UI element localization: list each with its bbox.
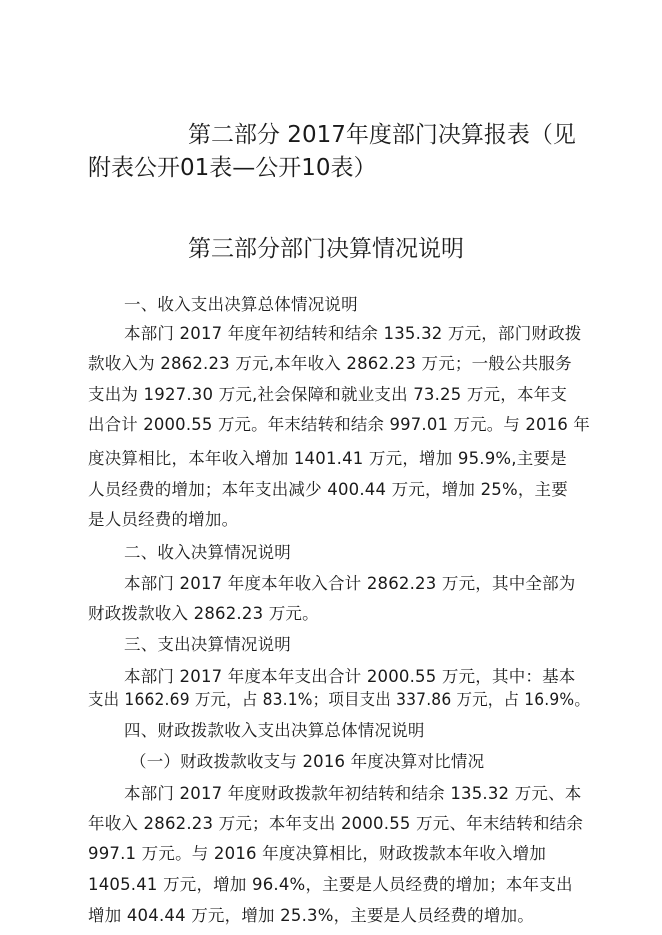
paragraph-line: 支出为 1927.30 万元,社会保障和就业支出 73.25 万元，本年支: [88, 385, 568, 404]
paragraph-line: 增加 404.44 万元，增加 25.3%，主要是人员经费的增加。: [88, 906, 534, 925]
section-heading: 一、收入支出决算总体情况说明: [124, 295, 358, 314]
section-heading: 四、财政拨款收入支出决算总体情况说明: [124, 721, 425, 740]
paragraph-line: 本部门 2017 年度本年收入合计 2862.23 万元，其中全部为: [124, 574, 576, 593]
paragraph-line: 本部门 2017 年度本年支出合计 2000.55 万元，其中：基本: [124, 667, 576, 686]
paragraph-line: 年收入 2862.23 万元；本年支出 2000.55 万元、年末结转和结余: [88, 814, 584, 833]
paragraph-line: 本部门 2017 年度年初结转和结余 135.32 万元，部门财政拨: [124, 324, 582, 343]
paragraph-line: 出合计 2000.55 万元。年末结转和结余 997.01 万元。与 2016 年: [88, 415, 590, 434]
part3-title: 第三部分部门决算情况说明: [188, 236, 464, 262]
paragraph-line: 度决算相比，本年收入增加 1401.41 万元，增加 95.9%,主要是: [88, 449, 567, 468]
paragraph-line: 本部门 2017 年度财政拨款年初结转和结余 135.32 万元、本: [124, 784, 582, 803]
paragraph-line: 财政拨款收入 2862.23 万元。: [88, 604, 319, 623]
part2-title-line: 附表公开01表—公开10表）: [88, 155, 377, 181]
paragraph-line: 1405.41 万元，增加 96.4%，主要是人员经费的增加；本年支出: [88, 875, 573, 894]
section-heading: 三、支出决算情况说明: [124, 635, 291, 654]
section-heading: （一）财政拨款收支与 2016 年度决算对比情况: [130, 752, 485, 771]
part2-title-line: 第二部分 2017年度部门决算报表（见: [188, 122, 576, 148]
section-heading: 二、收入决算情况说明: [124, 543, 291, 562]
paragraph-line: 997.1 万元。与 2016 年度决算相比，财政拨款本年收入增加: [88, 844, 547, 863]
paragraph-line: 款收入为 2862.23 万元,本年收入 2862.23 万元；一般公共服务: [88, 354, 572, 373]
paragraph-line: 人员经费的增加；本年支出减少 400.44 万元，增加 25%，主要: [88, 480, 568, 499]
paragraph-line: 支出 1662.69 万元，占 83.1%；项目支出 337.86 万元，占 16.9%。: [88, 690, 590, 709]
paragraph-line: 是人员经费的增加。: [88, 510, 239, 529]
